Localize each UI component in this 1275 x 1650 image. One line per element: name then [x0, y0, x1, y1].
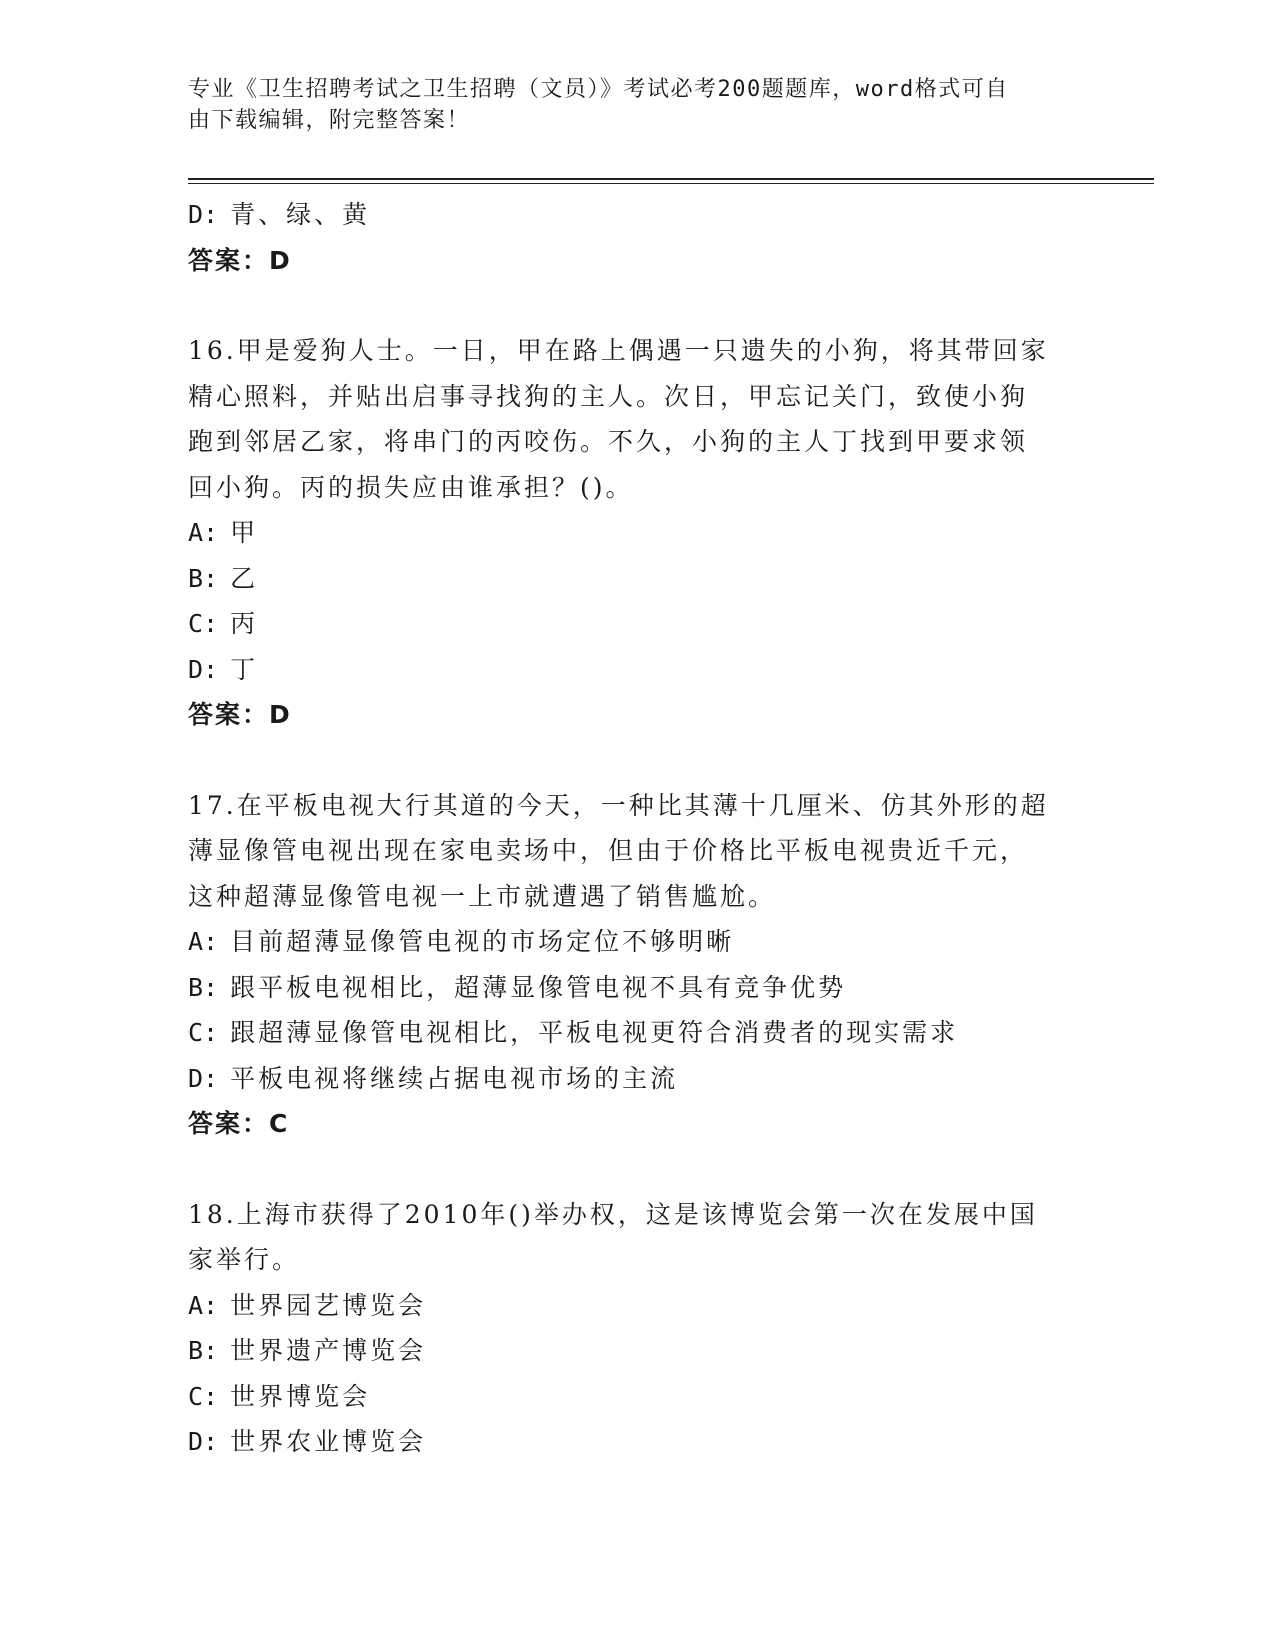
- option-label: C:: [188, 1381, 219, 1411]
- option-label: A:: [188, 1290, 219, 1320]
- question-stem-line: 跑到邻居乙家，将串门的丙咬伤。不久，小狗的主人丁找到甲要求领: [188, 427, 1029, 456]
- option-text: 世界园艺博览会: [230, 1290, 427, 1320]
- header-line-2: 由下载编辑，附完整答案！: [188, 108, 471, 133]
- question-stem-line: 回小狗。丙的损失应由谁承担？()。: [188, 472, 634, 502]
- option-text: 丁: [230, 654, 259, 684]
- option-a: [188, 510, 1088, 556]
- option-label: D:: [188, 654, 219, 684]
- option-c: [188, 1010, 1088, 1056]
- option-text: 世界博览会: [230, 1381, 371, 1411]
- option-label: D:: [188, 200, 219, 229]
- document-header: [188, 74, 1068, 136]
- question-content: [188, 192, 1088, 1465]
- question-stem-line: 精心照料，并贴出启事寻找狗的主人。次日，甲忘记关门，致使小狗: [188, 381, 1029, 411]
- spacer: [188, 283, 1088, 328]
- question-stem-line: 17.在平板电视大行其道的今天，一种比其薄十几厘米、仿其外形的超: [188, 790, 1049, 820]
- option-d: [188, 647, 1088, 693]
- prev-answer: 答案：D: [188, 245, 292, 275]
- option-c: [188, 1374, 1088, 1420]
- option-label: D:: [188, 1427, 219, 1456]
- header-line-1: 专业《卫生招聘考试之卫生招聘（文员）》考试必考200题题库，word格式可自: [188, 77, 1009, 102]
- question-stem-line: 18.上海市获得了2010年()举办权，这是该博览会第一次在发展中国: [188, 1199, 1038, 1229]
- answer: 答案：C: [188, 1109, 290, 1138]
- question-stem-line: 16.甲是爱狗人士。一日，甲在路上偶遇一只遗失的小狗，将其带回家: [188, 336, 1049, 365]
- option-label: C:: [188, 1018, 219, 1047]
- question-18: [188, 1192, 1088, 1465]
- option-d: [188, 1419, 1088, 1465]
- option-text: 跟平板电视相比，超薄显像管电视不具有竞争优势: [230, 972, 847, 1002]
- question-16: [188, 328, 1088, 738]
- option-b: [188, 1328, 1088, 1374]
- option-label: B:: [188, 1336, 219, 1365]
- option-text: 世界遗产博览会: [230, 1336, 427, 1365]
- option-text: 丙: [230, 609, 259, 638]
- prev-option-d: [188, 192, 1088, 238]
- option-d: [188, 1056, 1088, 1102]
- option-label: A:: [188, 518, 219, 547]
- option-text: 乙: [230, 563, 259, 593]
- spacer: [188, 1147, 1088, 1192]
- option-a: [188, 919, 1088, 965]
- option-label: D:: [188, 1063, 219, 1093]
- header-rule-thin: [188, 183, 1154, 184]
- option-c: [188, 601, 1088, 647]
- option-text: 世界农业博览会: [230, 1427, 427, 1456]
- option-b: [188, 556, 1088, 602]
- option-label: A:: [188, 927, 219, 956]
- option-b: [188, 965, 1088, 1011]
- option-text: 甲: [230, 518, 259, 547]
- option-label: B:: [188, 563, 219, 593]
- option-text: 青、绿、黄: [230, 200, 371, 229]
- option-text: 跟超薄显像管电视相比，平板电视更符合消费者的现实需求: [230, 1018, 959, 1047]
- spacer: [188, 738, 1088, 783]
- question-stem-line: 这种超薄显像管电视一上市就遭遇了销售尴尬。: [188, 881, 777, 911]
- option-text: 目前超薄显像管电视的市场定位不够明晰: [230, 927, 735, 956]
- option-label: C:: [188, 609, 219, 638]
- option-label: B:: [188, 972, 219, 1002]
- question-stem-line: 薄显像管电视出现在家电卖场中，但由于价格比平板电视贵近千元，: [188, 836, 1029, 865]
- question-17: [188, 783, 1088, 1147]
- answer: 答案：D: [188, 700, 292, 729]
- question-stem-line: 家举行。: [188, 1245, 301, 1274]
- header-rule-thick: [188, 178, 1154, 180]
- option-a: [188, 1283, 1088, 1329]
- option-text: 平板电视将继续占据电视市场的主流: [230, 1063, 679, 1093]
